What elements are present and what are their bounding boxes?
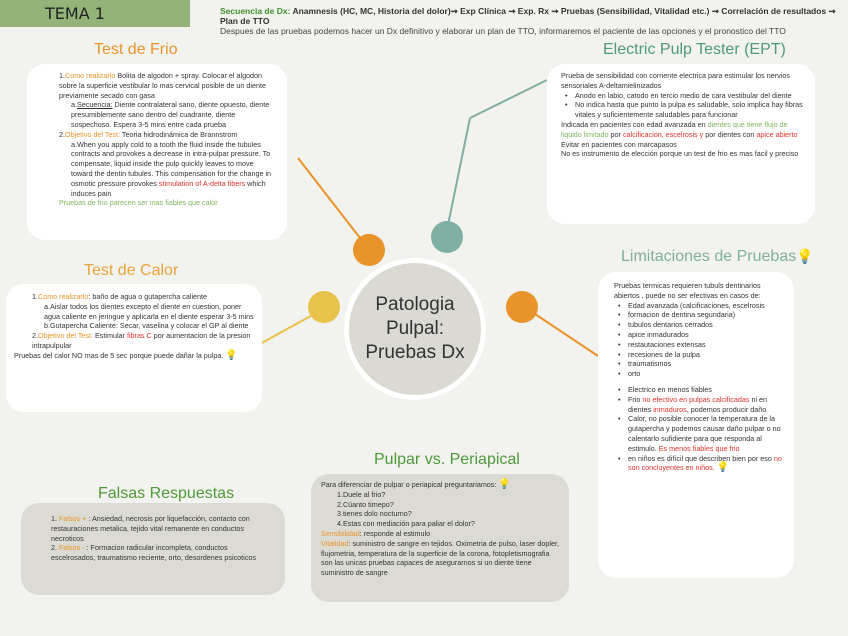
calor-method-label: Como realizarlo: [38, 292, 89, 301]
calor-objective-red: fibras C: [126, 331, 152, 341]
pulpar-title: Pulpar vs. Periapical: [374, 451, 520, 468]
frio-sequence-text: Diente contralateral sano, diente opuesto, diente presumiblemente sano dentro del cuadrante, diente sospechoso. Espera 3-5 mins entre cada prueba: [71, 100, 270, 129]
limit-node: [506, 291, 538, 323]
limit-item: • formacion de dentina segundaria): [614, 310, 786, 320]
limit-heat: [614, 414, 786, 453]
limit-title: Limitaciones de Pruebas: [621, 248, 797, 265]
limit-item: • Edad avanzada (calcificaciones, escelrosis: [614, 301, 786, 311]
limit-heat-a: Calor, no posible conocer la temperatura de la gutapercha y podemos causar daño pulpar o no calentarlo sufidiente para que responda al estimulo.: [628, 414, 781, 453]
limit-item: • restautaciones extensas: [614, 340, 786, 350]
falsos-negativos-label: Falsos -: [59, 543, 85, 553]
ept-indication-red1: calcificacion, escelrosis y: [622, 129, 704, 139]
falsas-card: 1. Falsos + : Ansiedad, necrosis por liquefacción, contacto con restauraciones metalica, tejido vital remanente en conductos necroticos 2. Falsos - : Formacion radicular incompleta, conductos escelrosados, traumatismo reciente, orto, desordenes psicoticos: [21, 503, 285, 595]
vitalidad-label: Vitalidad: [321, 538, 349, 548]
ept-title: Electric Pulp Tester (EPT): [603, 41, 786, 58]
ept-bullet-health: • No indica hasta que punto la pulpa es saludable, solo implica hay fibras vitales y suficientemente saludables para funcionar: [561, 100, 807, 120]
frio-mechanism-end: which induces pain: [71, 178, 266, 198]
ept-card: [547, 64, 815, 224]
pulpar-intro: Para diferenciar de pulpar o periapical preguntariamos:: [321, 480, 497, 489]
limit-intro: Pruebas termicas requieren tubuls dentinarios abiertos , puede no ser efectivas en casos de:: [614, 281, 761, 300]
pulpar-question: 2.Cúanto timepo?: [337, 499, 394, 509]
central-title-line2: Pruebas Dx: [365, 342, 465, 363]
frio-method-label: Como realizarlo: [65, 71, 116, 80]
frio-mechanism-red: stimulation of A-delta fibers: [158, 178, 246, 188]
frio-node: [353, 234, 385, 266]
ept-node: [431, 221, 463, 253]
ept-indication-teeth: por dientes con: [703, 129, 757, 139]
central-title-line1: Patologia Pulpal:: [375, 294, 455, 339]
frio-objective-label: Objetivo del Test:: [65, 129, 120, 139]
limit-cold-b: ni en dientes: [628, 394, 768, 414]
ept-indication-text: Indicada en pacientes con edad avanzada en: [561, 119, 708, 129]
limit-item: • apice inmadurados: [614, 330, 786, 340]
ept-intro: Prueba de sensibilidad con corriente electrica para estimular los nervios sensoriales A-deltamielinizados: [561, 71, 790, 90]
vitalidad-text: : suministro de sangre en tejidos. Oximetria de pulso, laser dopler, flujometria, temperatura de la superficie de la corona, fotopletismografia son las unicas pruebas capaces de asegurarnos si un diente tiene suministro de sangre: [321, 538, 559, 578]
limit-cold-a: Frio: [628, 394, 643, 404]
limit-cold-red2: inmaduros: [653, 404, 687, 414]
calor-objective-label: Objetivo del Test:: [38, 331, 93, 341]
limit-cold: [614, 395, 786, 415]
sensibilidad-text: : responde al estimulo: [359, 528, 431, 538]
lightbulb-icon: 💡: [716, 462, 730, 474]
ept-avoid: Evitar en pacientes con marcapasos: [561, 139, 677, 149]
sequence-label: Secuencia de Dx:: [220, 6, 291, 16]
calor-footer: Pruebas del calor NO mas de 5 sec porque puede dañar la pulpa.: [14, 350, 224, 360]
frio-method-text: Bolita de algodon + spray. Colocar el algodon sobre la superficie vestibular lo mas cervical posible de un diente previamente secado con gasa: [59, 71, 266, 100]
ept-indication-red2: apice abierto: [756, 129, 798, 139]
ept-indication-by: por: [608, 129, 623, 139]
sequence-steps: Anamnesis (HC, MC, Historia del dolor)⇝ Exp Clínica ⇝ Exp. Rx ⇝ Pruebas (Sensibilidad, Vitalidad etc.) ⇝ Correlación de resultados ⇝ Plan de TTO: [220, 6, 836, 26]
limit-card: [598, 272, 794, 578]
calor-objective-end: por aumentacion de la presion intrapulpular: [32, 331, 251, 350]
pulpar-question: 1.Duele al frio?: [337, 489, 386, 499]
frio-mechanism-text: When you apply cold to a tooth the fluid inside the tubules contracts and provokes a decrease in intra-pulpar pressure. To compensate, liquid inside the pulp quickly leaves to move toward the dentin tubules. This compensation for the change in osmotic pressure provokes: [71, 139, 272, 188]
sequence-note: Despues de las pruebas podemos hacer un Dx definitivo y elaborar un plan de TTO, informaremos el paciente de las opciones y el pronostico del TTO: [220, 26, 786, 36]
limit-item: • traumatismos: [614, 359, 786, 369]
lightbulb-icon: 💡: [498, 479, 511, 490]
limit-children-red: no son concluyentes en niños.: [628, 453, 782, 473]
limit-item: • recesiones de la pulpa: [614, 350, 786, 360]
frio-sequence-label: Secuencia:: [77, 100, 113, 110]
lightbulb-icon: 💡: [225, 349, 238, 361]
limit-title-row: [621, 248, 814, 266]
falsos-positivos-label: Falsos +: [59, 514, 87, 523]
lightbulb-icon: 💡: [796, 248, 814, 264]
frio-objective-text: Teoria hidrodinámica de Brannstrom: [120, 129, 238, 139]
pulpar-card: [311, 474, 569, 602]
frio-footer: Pruebas de frio parecen ser mas fiables que calor: [59, 198, 218, 208]
frio-card: 1.Como realizarlo Bolita de algodon + spray. Colocar el algodon sobre la superficie vestibular lo mas cervical posible de un diente previamente secado con gasa a.Secuencia: Diente contralateral sano, diente opuesto, diente presumiblemente sano dentro del cuadrante, diente sospechoso. Espera 3-5 mins entre cada prueba 2.Objetivo del Test: Teoria hidrodinámica de Brannstrom a.When you apply cold to a tooth the fluid inside the tubules contracts and provokes a decrease in intra-pulpar pressure. To compensate, liquid inside the pulp quickly leaves to move toward the dentin tubules. This compensation for the change in osmotic pressure provokes stimulation of A-delta fibers which induces pain Pruebas de frio parecen ser mas fiables que calor: [27, 64, 287, 240]
limit-item: • tubulos dentarios cerrados: [614, 320, 786, 330]
limit-heat-red: Es menos fiables que frio: [658, 443, 740, 453]
limit-children-a: en niños es difícil que describen bien por eso: [628, 453, 774, 463]
calor-card: 1.Como realizarlo: baño de agua o gutapercha caliente a.Aislar todos los dientes excepto el diente en cuestion, poner agua caliente en jeringue y aplicarla en el diente esperar 3-5 mins b.Gutapercha Caliente: Secar, vaselina y colocar el GP al diente 2.Objetivo del Test: Estimular fibras C por aumentacion de la presion intrapulpular Pruebas del calor NO mas de 5 sec porque puede dañar la pulpa. 💡: [6, 284, 262, 412]
calor-objective-text: Estimular: [93, 331, 127, 341]
ept-not-choice: No es instrumento de elección porque un test de frio es mas facil y preciso: [561, 149, 799, 159]
sensibilidad-label: Sensibilidad: [321, 528, 360, 538]
limit-electric: • Electrico en menos fiables: [614, 385, 786, 395]
limit-cold-c: , podemos producir daño: [686, 404, 767, 414]
calor-node: [308, 291, 340, 323]
calor-step-a: Aislar todos los dientes excepto el diente en cuestion, poner agua caliente en jeringue y aplicarla en el diente esperar 3-5 mins: [44, 301, 254, 321]
frio-title: Test de Frio: [94, 41, 178, 58]
limit-item: • orto: [614, 369, 786, 379]
central-topic: [344, 258, 486, 400]
ept-bullet-anode: • Anodo en labio, catodo en tercio medio de cara vestibular del diente: [561, 91, 807, 101]
limit-children: [614, 454, 786, 474]
falsas-title: Falsas Respuestas: [98, 485, 235, 502]
limit-cold-red: no efectivo en pulpas calcificadas: [642, 394, 750, 404]
calor-title: Test de Calor: [84, 262, 179, 279]
calor-step-b: Gutapercha Caliente: Secar, vaselina y colocar el GP al diente: [50, 321, 249, 331]
topic-label: TEMA 1: [45, 4, 105, 23]
falsos-positivos-text: : Ansiedad, necrosis por liquefacción, contacto con restauraciones metalica, tejido vital remanente en conductos necroticos: [51, 514, 250, 543]
pulpar-question: 3.tienes dolo nocturno?: [337, 509, 412, 519]
falsos-negativos-text: : Formacion radicular incompleta, conductos escelrosados, traumatismo reciente, orto, desordenes psicoticos: [51, 543, 256, 563]
calor-method-text: : baño de agua o gutapercha caliente: [88, 292, 208, 301]
pulpar-question: 4.Estas con mediación para paliar el dolor?: [337, 519, 475, 529]
ept-indication-green: dientes que tiene flujo de liquido limitado: [561, 119, 788, 139]
